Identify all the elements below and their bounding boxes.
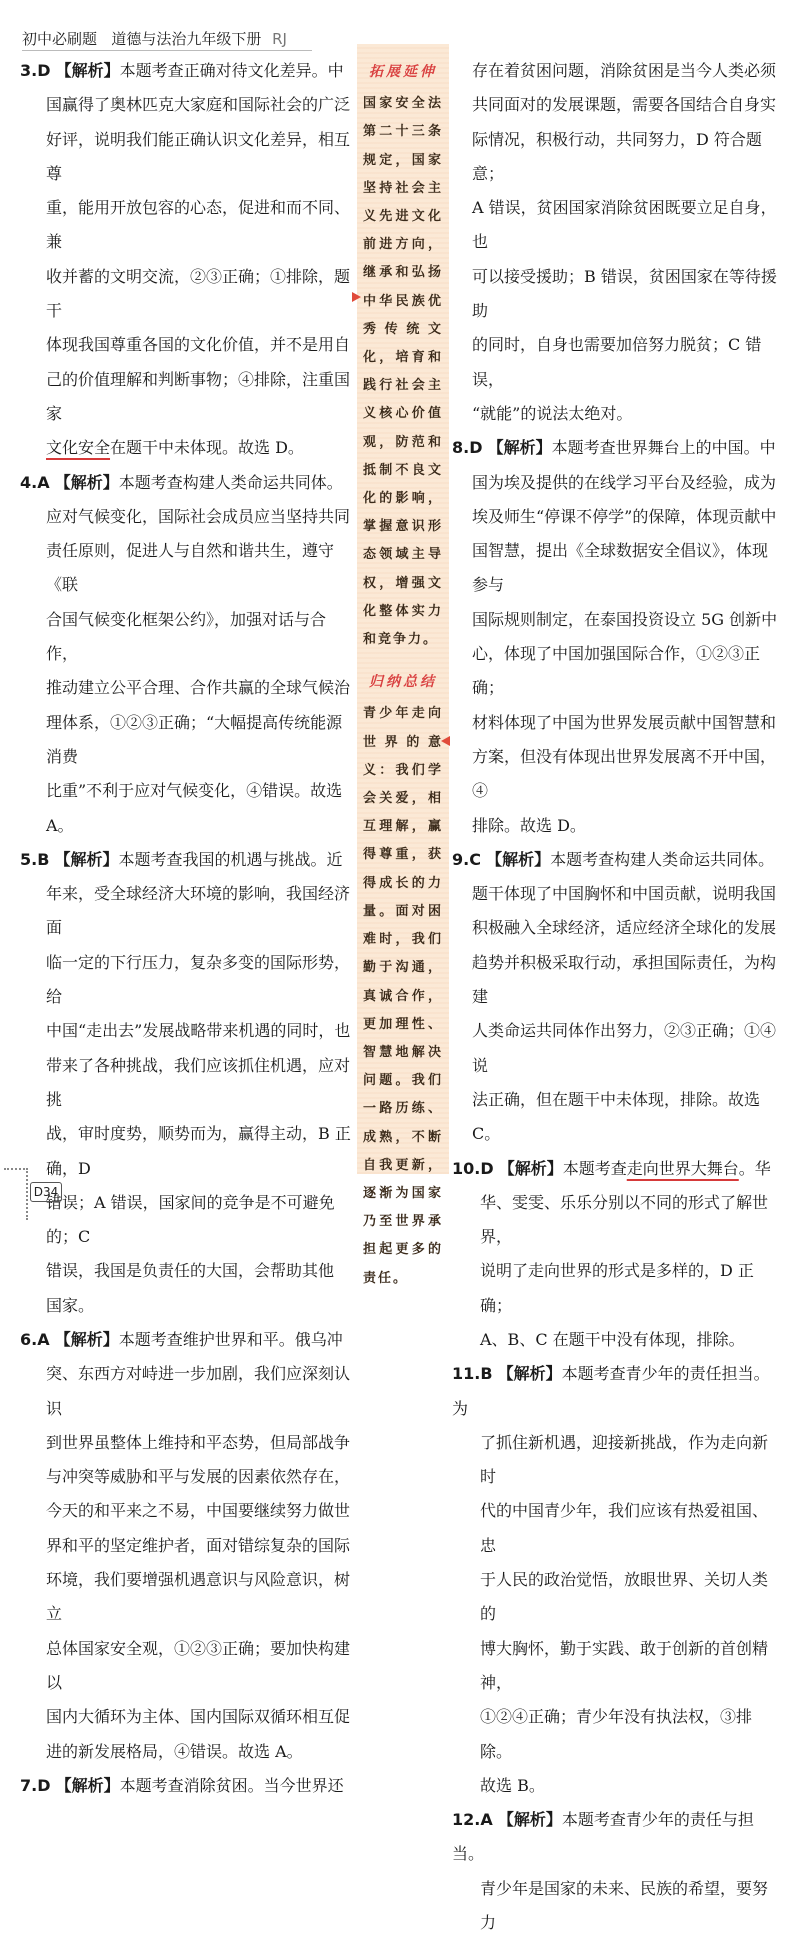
answer-item-12 xyxy=(452,1803,782,1940)
answer-letter: C xyxy=(469,849,481,869)
corner-decoration xyxy=(4,1168,28,1220)
answer-text: 存在着贫困问题，消除贫困是当今人类必须 xyxy=(472,61,777,80)
answer-text: 重，能用开放包容的心态，促进和而不同、兼 xyxy=(46,198,351,252)
analysis-tag: 【解析】 xyxy=(55,61,120,80)
answer-text: 突、东西方对峙进一步加剧，我们应深刻认识 xyxy=(46,1364,351,1418)
answer-text: 说明了走向世界的形式是多样的，D 正确； xyxy=(480,1261,754,1315)
answer-text: 材料体现了中国为世界发展贡献中国智慧和 xyxy=(472,712,777,732)
answer-text: 错误；A 错误，国家间的竞争是不可避免的；C xyxy=(46,1192,335,1247)
answer-text: 本题考查构建人类命运共同体。 xyxy=(550,849,775,869)
answer-text: 总体国家安全观，①②③正确；要加快构建以 xyxy=(46,1638,351,1692)
answer-text: 战，审时度势，顺势而为，赢得主动，B 正确，D xyxy=(46,1124,351,1178)
answer-letter: B xyxy=(480,1364,493,1384)
running-header xyxy=(22,28,312,51)
answer-text: 错误，我国是负责任的大国，会帮助其他 xyxy=(46,1261,335,1281)
answer-text: 进的新发展格局，④错误。故选 A。 xyxy=(46,1741,303,1761)
answer-text: 了抓住新机遇，迎接新挑战，作为走向新时 xyxy=(480,1432,769,1487)
answer-text: 于人民的政治觉悟，放眼世界、关切人类的 xyxy=(480,1570,769,1624)
answer-text: 本题考查构建人类命运共同体。 xyxy=(118,472,343,492)
answer-text xyxy=(20,431,356,465)
answer-text: 本题考查世界舞台上的中国。中 xyxy=(551,438,776,458)
answer-text: 故选 B。 xyxy=(480,1775,545,1795)
question-number: 8. xyxy=(452,438,470,458)
question-number: 9. xyxy=(452,849,470,869)
question-number: 11. xyxy=(452,1364,481,1384)
answer-text: 国智慧，提出《全球数据安全倡议》，体现参与 xyxy=(472,541,769,595)
answer-letter: D xyxy=(480,1158,494,1178)
answer-text: 国家。 xyxy=(46,1295,95,1315)
subject-title: 道德与法治九年级下册 xyxy=(111,30,262,48)
note-heading-extension: 拓展延伸 xyxy=(369,64,437,80)
answer-text: 本题考查维护世界和平。俄乌冲 xyxy=(118,1329,343,1349)
answer-item-8 xyxy=(452,431,782,843)
answer-text: 体现我国尊重各国的文化价值，并不是用自 xyxy=(46,335,351,355)
answer-letter: D xyxy=(37,1775,51,1795)
answer-text: 本题考查消除贫困。当今世界还 xyxy=(119,1775,344,1795)
underlined-keyword: 走向世界大舞台 xyxy=(626,1158,739,1178)
answer-text: 比重”不利于应对气候变化，④错误。故选 A。 xyxy=(46,781,343,835)
pointer-arrow-right-icon xyxy=(352,292,361,302)
answer-text: 国际规则制定，在泰国投资设立 5G 创新中 xyxy=(472,609,778,629)
pointer-arrow-left-icon xyxy=(441,736,450,746)
answer-text: 收并蓄的文明交流，②③正确；①排除，题干 xyxy=(46,266,351,321)
answer-text: 环境，我们要增强机遇意识与风险意识，树立 xyxy=(46,1570,351,1624)
answer-text: 人类命运共同体作出努力，②③正确；①④说 xyxy=(472,1021,777,1075)
question-number: 5. xyxy=(20,849,38,869)
answer-text: 际情况，积极行动，共同努力，D 符合题意； xyxy=(472,129,762,183)
page-number: D34 xyxy=(30,1182,62,1202)
analysis-tag: 【解析】 xyxy=(497,1810,562,1830)
answer-item-3 xyxy=(20,54,356,466)
note-text-summary: 青少年走向世界的意义：我们学会关爱，相互理解，赢得尊重，获得成长的力量。面对困难时，我们勤于沟通，真诚合作，更加理性、智慧地解决问题。我们一路历练、成熟，不断自我更新，逐渐为国家乃至世界承担起更多的责任。 xyxy=(363,706,443,1286)
answer-text: “就能”的说法太绝对。 xyxy=(472,403,633,423)
answer-letter: A xyxy=(480,1810,493,1830)
answer-item-11 xyxy=(452,1357,782,1803)
answer-text: 与冲突等威胁和平与发展的因素依然存在， xyxy=(46,1467,351,1487)
answer-text: 法正确，但在题干中未体现，排除。故选 C。 xyxy=(472,1089,761,1144)
answer-text: 国为埃及提供的在线学习平台及经验，成为 xyxy=(472,472,777,492)
answer-text: 华、雯雯、乐乐分别以不同的形式了解世界， xyxy=(480,1192,769,1247)
answer-item-4 xyxy=(20,466,356,843)
answer-text: A、B、C 在题干中没有体现，排除。 xyxy=(480,1329,745,1349)
answer-text: 本题考查青少年的责任与担当。 xyxy=(452,1810,754,1864)
answer-text-tail: 。华 xyxy=(738,1158,771,1178)
answer-text: 共同面对的发展课题，需要各国结合自身实 xyxy=(472,95,777,115)
answer-text: ①②④正确；青少年没有执法权，③排除。 xyxy=(480,1707,753,1761)
answer-text: 好评，说明我们能正确认识文化差异，相互尊 xyxy=(46,129,351,183)
answer-text: 心，体现了中国加强国际合作，①②③正确； xyxy=(472,644,761,698)
answer-item-7 xyxy=(20,1769,356,1803)
question-number: 3. xyxy=(20,61,38,80)
question-number: 4. xyxy=(20,472,38,492)
answer-item-5 xyxy=(20,843,356,1323)
answer-text: 带来了各种挑战，我们应该抓住机遇，应对挑 xyxy=(46,1055,351,1109)
answer-text: 年来，受全球经济大环境的影响，我国经济面 xyxy=(46,884,351,938)
answer-letter: A xyxy=(37,472,50,492)
answer-text: 己的价值理解和判断事物；④排除，注重国家 xyxy=(46,369,351,423)
answer-text: 本题考查青少年的责任担当。为 xyxy=(452,1364,770,1418)
answer-text: 的同时，自身也需要加倍努力脱贫；C 错误， xyxy=(472,335,762,389)
answer-text: 积极融入全球经济，适应经济全球化的发展 xyxy=(472,918,777,938)
analysis-tag: 【解析】 xyxy=(487,438,552,458)
answer-letter: D xyxy=(37,61,51,80)
answer-text: 博大胸怀，勤于实践、敢于创新的首创精神， xyxy=(480,1638,769,1692)
answer-text: 中国“走出去”发展战略带来机遇的同时，也 xyxy=(46,1021,351,1041)
answer-letter: D xyxy=(469,438,483,458)
answer-item-10 xyxy=(452,1152,782,1358)
series-title: 初中必刷题 xyxy=(22,30,98,48)
analysis-tag: 【解析】 xyxy=(486,849,551,869)
answer-text: 推动建立公平合理、合作共赢的全球气候治 xyxy=(46,678,351,698)
answer-text: 合国气候变化框架公约》，加强对话与合作， xyxy=(46,609,327,664)
note-text-extension: 国家安全法第二十三条规定，国家坚持社会主义先进文化前进方向，继承和弘扬中华民族优秀传统文化，培育和践行社会主义核心价值观，防范和抵制不良文化的影响，掌握意识形态领域主导权，增强文化整体实力和竞争力。 xyxy=(363,96,443,648)
answer-text: 今天的和平来之不易，中国要继续努力做世 xyxy=(46,1501,351,1521)
analysis-tag: 【解析】 xyxy=(54,1329,119,1349)
question-number: 7. xyxy=(20,1775,38,1795)
answer-text: 方案，但没有体现出世界发展离不开中国，④ xyxy=(472,746,777,801)
answer-text: 排除。故选 D。 xyxy=(472,815,586,835)
answer-item-6 xyxy=(20,1323,356,1769)
analysis-tag: 【解析】 xyxy=(55,1775,120,1795)
left-column xyxy=(20,54,356,1803)
analysis-tag: 【解析】 xyxy=(54,849,119,869)
answer-text: 埃及师生“停课不停学”的保障，体现贡献中 xyxy=(472,506,777,526)
question-number: 12. xyxy=(452,1810,481,1830)
answer-text: 青少年是国家的未来、民族的希望，要努力 xyxy=(480,1878,769,1933)
analysis-tag: 【解析】 xyxy=(54,472,119,492)
note-heading-summary: 归纳总结 xyxy=(369,674,437,691)
answer-text: 界和平的坚定维护者，面对错综复杂的国际 xyxy=(46,1535,351,1555)
answer-text: 本题考查正确对待文化差异。中 xyxy=(119,61,344,80)
answer-text-tail: 在题干中未体现。故选 D。 xyxy=(110,438,304,458)
answer-item-7-continued xyxy=(452,54,782,431)
answer-text: 责任原则，促进人与自然和谐共生，遵守《联 xyxy=(46,541,335,595)
question-number: 10. xyxy=(452,1158,481,1178)
answer-text: 应对气候变化，国际社会成员应当坚持共同 xyxy=(46,506,351,526)
answer-text: 代的中国青少年，我们应该有热爱祖国、忠 xyxy=(480,1501,769,1555)
analysis-tag: 【解析】 xyxy=(498,1158,563,1178)
answer-text: 国赢得了奥林匹克大家庭和国际社会的广泛 xyxy=(46,95,351,115)
answer-text: 本题考查 xyxy=(562,1158,627,1178)
edition-label: RJ xyxy=(272,30,287,48)
right-column xyxy=(452,54,782,1940)
analysis-tag: 【解析】 xyxy=(497,1364,562,1384)
answer-text: 本题考查我国的机遇与挑战。近 xyxy=(118,849,343,869)
answer-text: 理体系，①②③正确；“大幅提高传统能源消费 xyxy=(46,712,343,766)
answer-text: 可以接受援助；B 错误，贫困国家在等待援助 xyxy=(472,266,777,321)
answer-text: 趋势并积极采取行动，承担国际责任，为构建 xyxy=(472,952,777,1007)
answer-text: 题干体现了中国胸怀和中国贡献，说明我国 xyxy=(472,884,777,904)
margin-note-panel xyxy=(357,44,449,1286)
answer-item-9 xyxy=(452,843,782,1152)
underlined-keyword: 文化安全 xyxy=(46,438,111,458)
answer-text: 国内大循环为主体、国内国际双循环相互促 xyxy=(46,1707,351,1727)
answer-letter: A xyxy=(37,1329,50,1349)
answer-text: 到世界虽整体上维持和平态势，但局部战争 xyxy=(46,1432,351,1452)
answer-letter: B xyxy=(37,849,50,869)
answer-text: A 错误，贫困国家消除贫困既要立足自身，也 xyxy=(472,198,777,252)
question-number: 6. xyxy=(20,1329,38,1349)
answer-text: 临一定的下行压力，复杂多变的国际形势，给 xyxy=(46,952,351,1007)
